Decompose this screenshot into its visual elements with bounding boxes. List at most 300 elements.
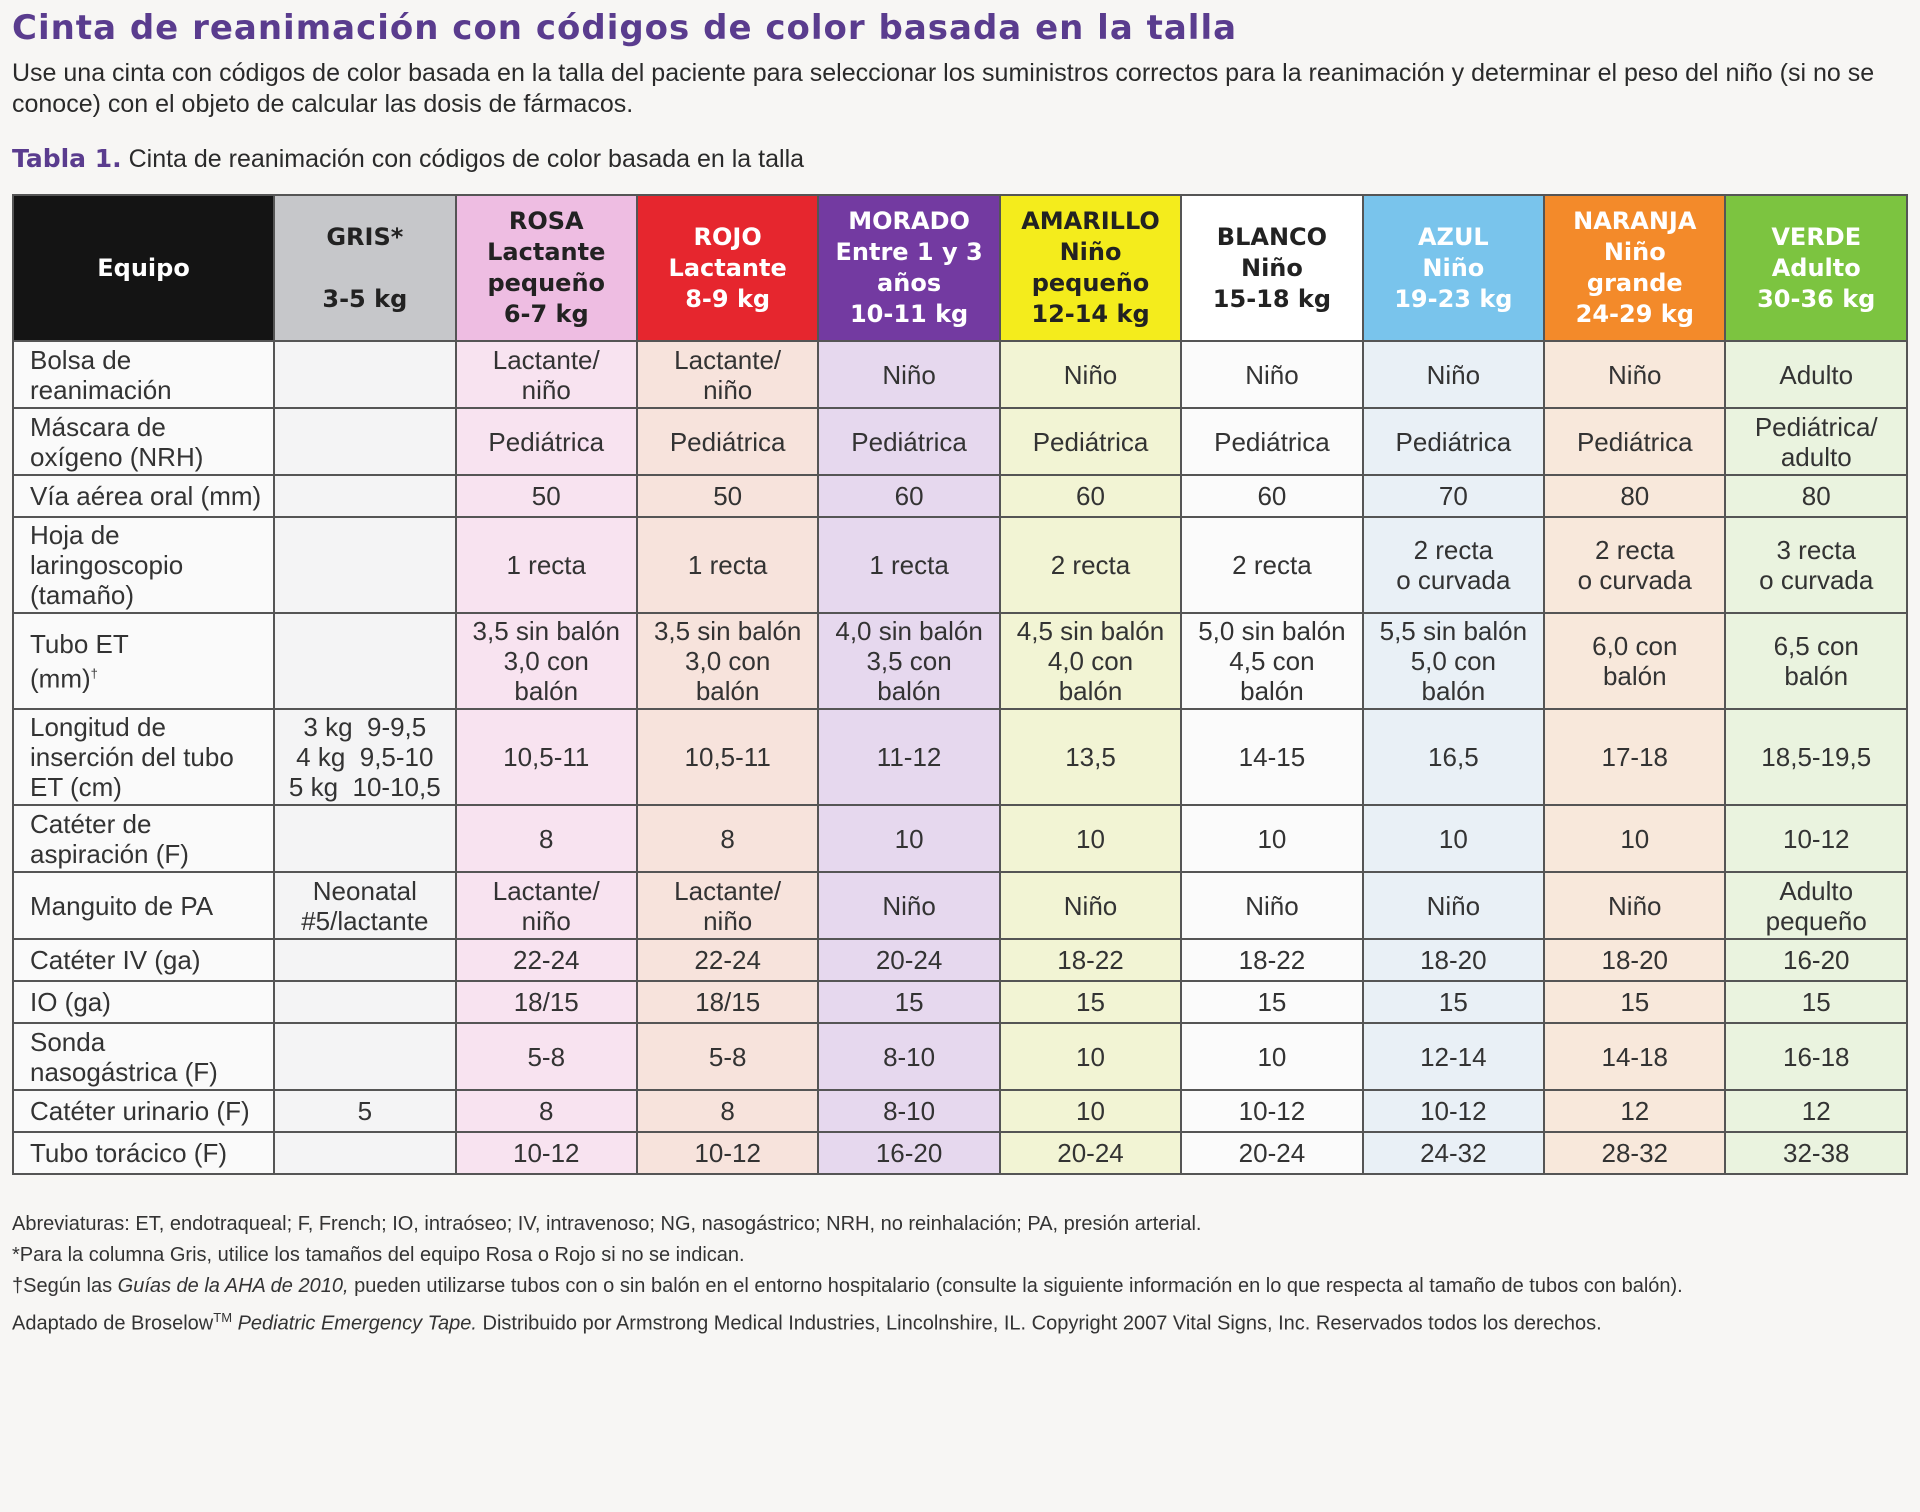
cell-line: 12-14 [1420, 1041, 1487, 1072]
cell-line: 10-12 [512, 1138, 580, 1168]
header-rojo-line: 8-9 kg [685, 284, 771, 313]
cell-line: Pediátrica [488, 426, 605, 457]
footnote-aha-italic: Guías de la AHA de 2010, [117, 1275, 349, 1297]
row-label-line [30, 629, 267, 659]
cell-blanco [1181, 1090, 1362, 1132]
cell-verde [1725, 1132, 1907, 1174]
cell-line: 2 recta [1050, 550, 1131, 580]
row-label [13, 1090, 274, 1132]
row-label-line [30, 520, 267, 550]
cell-morado [818, 981, 999, 1023]
cell-gris [274, 408, 455, 475]
header-gris-line [279, 253, 450, 284]
table-row [13, 981, 1907, 1023]
cell-line: 5,5 sin balón [1379, 616, 1528, 646]
row-label [13, 1023, 274, 1090]
cell-rojo [637, 613, 818, 709]
cell-line: 18-22 [1057, 945, 1124, 975]
cell-line: 3,0 con [503, 646, 589, 676]
cell-line: balón [1784, 661, 1849, 691]
cell-line: Lactante/ [674, 344, 782, 375]
cell-morado [818, 709, 999, 805]
header-blanco-line: Niño [1240, 253, 1303, 282]
cell-azul [1363, 1090, 1544, 1132]
cell-line: 1 recta [869, 550, 949, 580]
cell-line: 3 kg 9-9,5 [303, 712, 427, 742]
header-morado [818, 195, 999, 341]
cell-line: 4,5 sin balón [1016, 616, 1165, 646]
header-azul [1363, 195, 1544, 341]
row-label-line [30, 1057, 267, 1087]
cell-line: 3,0 con [685, 646, 771, 676]
cell-line: 15 [1801, 987, 1831, 1017]
row-label-line [30, 1027, 267, 1057]
cell-line: 1 recta [506, 550, 586, 580]
row-label-text: Tubo torácico (F) [30, 1138, 227, 1168]
row-label-line [30, 891, 267, 921]
row-label-line [30, 945, 267, 975]
footnote-abbreviations: Abreviaturas: ET, endotraqueal; F, French; IO, intraóseo; IV, intravenoso; NG, nasogástrico; NRH, no reinhalación; PA, presión arterial. [12, 1213, 1202, 1235]
cell-line: 18,5-19,5 [1761, 742, 1872, 772]
cell-line: 20-24 [875, 945, 943, 975]
table-row [13, 805, 1907, 872]
cell-rosa [456, 1090, 637, 1132]
cell-azul [1363, 709, 1544, 805]
cell-line: 4 kg 9,5-10 [296, 742, 434, 772]
cell-naranja [1544, 1090, 1725, 1132]
cell-azul [1363, 872, 1544, 939]
row-label-text: Tubo ET [30, 628, 129, 659]
cell-line: o curvada [1759, 565, 1874, 595]
footnote-gris: *Para la columna Gris, utilice los tamaños del equipo Rosa o Rojo si no se indican. [12, 1244, 745, 1266]
row-label-text: Hoja de [30, 520, 120, 550]
cell-rojo [637, 1132, 818, 1174]
cell-line: 10-12 [1420, 1096, 1487, 1126]
cell-rojo [637, 981, 818, 1023]
table-row [13, 939, 1907, 981]
cell-verde [1725, 805, 1907, 872]
header-blanco [1181, 195, 1362, 341]
cell-naranja [1544, 709, 1725, 805]
cell-line: 10 [1620, 823, 1650, 854]
row-label-text: (mm) [30, 663, 91, 694]
cell-line: Niño [1426, 359, 1481, 390]
row-label-line [30, 580, 267, 610]
cell-line: 10 [1076, 1096, 1105, 1126]
cell-line: 22-24 [512, 945, 580, 975]
row-label [13, 981, 274, 1023]
cell-blanco [1181, 1132, 1362, 1174]
header-gris-line: GRIS* [326, 222, 404, 251]
cell-verde [1725, 1090, 1907, 1132]
table-row [13, 872, 1907, 939]
row-label-dagger: † [90, 665, 98, 681]
row-label [13, 709, 274, 805]
cell-rosa [456, 341, 637, 408]
cell-line: 20-24 [1057, 1138, 1124, 1168]
cell-line: Niño [1245, 890, 1299, 921]
cell-line: 60 [1257, 481, 1287, 511]
cell-naranja [1544, 517, 1725, 613]
cell-blanco [1181, 341, 1362, 408]
cell-line: niño [703, 905, 753, 936]
cell-gris [274, 1132, 455, 1174]
row-label-line [30, 550, 267, 580]
cell-verde [1725, 709, 1907, 805]
cell-azul [1363, 1132, 1544, 1174]
header-gris [274, 195, 455, 341]
header-blanco-line: 15-18 kg [1212, 284, 1332, 313]
cell-rojo [637, 341, 818, 408]
cell-line: 8-10 [883, 1096, 936, 1126]
cell-line: 10 [1257, 1041, 1287, 1072]
cell-naranja [1544, 341, 1725, 408]
row-label-text: inserción del tubo [30, 742, 234, 772]
row-label-line [30, 412, 267, 442]
cell-line: 15 [1257, 987, 1287, 1017]
cell-line: Niño [1426, 890, 1481, 921]
cell-line: Pediátrica [1395, 426, 1512, 457]
cell-line: Lactante/ [674, 875, 782, 906]
header-verde-line: VERDE [1771, 222, 1862, 251]
cell-verde [1725, 613, 1907, 709]
footnote-aha-suffix: pueden utilizarse tubos con o sin balón en el entorno hospitalario (consulte la siguiente información en lo que respecta al tamaño de tubos con balón). [348, 1275, 1683, 1297]
cell-line: Pediátrica [1032, 426, 1149, 457]
cell-line: 10 [1257, 823, 1287, 854]
cell-rojo [637, 872, 818, 939]
cell-gris [274, 709, 455, 805]
cell-line: balón [514, 676, 579, 706]
cell-azul [1363, 475, 1544, 517]
cell-morado [818, 475, 999, 517]
cell-rojo [637, 408, 818, 475]
header-verde-line: 30-36 kg [1757, 284, 1876, 313]
header-rosa [456, 195, 637, 341]
footnote-source [12, 1302, 1908, 1340]
header-gris-line: 3-5 kg [322, 284, 408, 313]
row-label-line [30, 839, 267, 869]
header-amarillo [1000, 195, 1181, 341]
cell-rosa [456, 613, 637, 709]
header-verde [1725, 195, 1907, 341]
cell-blanco [1181, 709, 1362, 805]
cell-line: balón [877, 676, 941, 706]
cell-naranja [1544, 408, 1725, 475]
row-label-text: nasogástrica (F) [30, 1056, 218, 1087]
header-morado-line: años [877, 269, 942, 297]
cell-line: 5,0 sin balón [1198, 616, 1346, 646]
cell-line: 8 [720, 823, 735, 854]
cell-line: 14-15 [1238, 742, 1306, 772]
cell-line: Pediátrica [669, 426, 786, 457]
cell-line: 8-10 [883, 1041, 936, 1072]
row-label-text: Bolsa de [30, 344, 132, 375]
cell-morado [818, 341, 999, 408]
cell-line: 32-38 [1782, 1138, 1850, 1168]
header-naranja-line: 24-29 kg [1575, 300, 1694, 328]
header-rosa-line: Lactante [487, 238, 606, 266]
table-body [13, 341, 1907, 1174]
row-label-line [30, 1096, 267, 1126]
cell-line: 6,0 con [1592, 631, 1678, 661]
cell-line: 12 [1620, 1096, 1650, 1126]
cell-gris [274, 1023, 455, 1090]
row-label-line [30, 987, 267, 1017]
cell-gris [274, 341, 455, 408]
cell-line: niño [521, 374, 571, 405]
cell-verde [1725, 408, 1907, 475]
cell-rosa [456, 408, 637, 475]
cell-line: 18-20 [1420, 945, 1487, 975]
header-azul-line: Niño [1422, 253, 1485, 282]
cell-amarillo [1000, 1023, 1181, 1090]
cell-line: 5,0 con [1410, 646, 1496, 676]
row-label-line [30, 659, 267, 694]
cell-line: 4,0 con [1047, 646, 1134, 676]
cell-rojo [637, 517, 818, 613]
table-caption-label: Tabla 1. [12, 144, 122, 173]
table-row [13, 1023, 1907, 1090]
cell-line: 4,0 sin balón [835, 616, 983, 646]
cell-line: 10,5-11 [503, 742, 590, 772]
cell-rosa [456, 1023, 637, 1090]
row-label-line [30, 742, 267, 772]
row-label-text: ET (cm) [30, 772, 122, 802]
cell-blanco [1181, 475, 1362, 517]
footnote-source-italic: Pediatric Emergency Tape. [232, 1312, 477, 1335]
row-label [13, 341, 274, 408]
row-label-text: Sonda [30, 1026, 106, 1057]
cell-line: 16-20 [1782, 945, 1850, 975]
header-morado-line: MORADO [848, 207, 970, 235]
cell-line: 15 [1076, 987, 1105, 1017]
cell-line: balón [1058, 676, 1123, 706]
cell-line: Pediátrica [1576, 426, 1693, 457]
cell-line: 80 [1801, 481, 1831, 511]
footnote-aha [12, 1271, 1908, 1302]
header-morado-line: 10-11 kg [849, 300, 969, 328]
cell-rosa [456, 475, 637, 517]
cell-line: 14-18 [1601, 1041, 1669, 1072]
table-row [13, 709, 1907, 805]
cell-naranja [1544, 475, 1725, 517]
cell-naranja [1544, 939, 1725, 981]
cell-amarillo [1000, 613, 1181, 709]
cell-line: Adulto [1779, 359, 1854, 390]
cell-line: Niño [882, 890, 936, 921]
cell-azul [1363, 408, 1544, 475]
header-naranja-line: Niño [1603, 238, 1666, 266]
row-label-text: Catéter urinario (F) [30, 1096, 250, 1126]
cell-line: Pediátrica/ [1754, 411, 1878, 442]
cell-gris [274, 517, 455, 613]
page-title: Cinta de reanimación con códigos de color basada en la talla [12, 8, 1238, 48]
resuscitation-tape-table [12, 194, 1908, 1175]
cell-line: 10 [1438, 823, 1468, 854]
table-row [13, 1090, 1907, 1132]
row-label-line [30, 375, 267, 405]
cell-rosa [456, 709, 637, 805]
table-header-row [13, 195, 1907, 341]
cell-line: Niño [1063, 359, 1118, 390]
row-label [13, 805, 274, 872]
cell-line: 3 recta [1776, 535, 1856, 565]
cell-azul [1363, 981, 1544, 1023]
row-label-line [30, 809, 267, 839]
header-rojo-line: Lactante [668, 253, 787, 282]
cell-line: 5 [357, 1096, 373, 1126]
cell-verde [1725, 872, 1907, 939]
cell-line: 11-12 [876, 742, 942, 772]
row-label [13, 872, 274, 939]
cell-rosa [456, 805, 637, 872]
row-label [13, 517, 274, 613]
table-caption [12, 144, 1908, 174]
cell-line: 10-12 [1238, 1096, 1306, 1126]
cell-line: 5-8 [527, 1041, 566, 1072]
cell-amarillo [1000, 939, 1181, 981]
cell-line: 16-20 [875, 1138, 943, 1168]
cell-morado [818, 408, 999, 475]
cell-line: 17-18 [1601, 742, 1669, 772]
cell-line: #5/lactante [301, 905, 429, 936]
header-amarillo-line: pequeño [1031, 269, 1150, 297]
footnote-source-suffix: Distribuido por Armstrong Medical Industries, Lincolnshire, IL. Copyright 2007 Vital Signs, Inc. Reservados todos los derechos. [476, 1312, 1602, 1335]
cell-line: Pediátrica [1214, 426, 1330, 457]
cell-line: Lactante/ [492, 344, 600, 375]
cell-rosa [456, 872, 637, 939]
cell-rojo [637, 709, 818, 805]
cell-amarillo [1000, 517, 1181, 613]
table-row [13, 341, 1907, 408]
cell-blanco [1181, 408, 1362, 475]
cell-amarillo [1000, 1090, 1181, 1132]
cell-verde [1725, 1023, 1907, 1090]
cell-line: Niño [882, 359, 936, 390]
header-rojo-line: ROJO [693, 222, 762, 251]
cell-azul [1363, 341, 1544, 408]
cell-blanco [1181, 613, 1362, 709]
cell-line: 10,5-11 [684, 742, 771, 772]
table-row [13, 475, 1907, 517]
cell-azul [1363, 805, 1544, 872]
cell-verde [1725, 981, 1907, 1023]
cell-rosa [456, 517, 637, 613]
cell-line: Niño [1608, 359, 1662, 390]
cell-rojo [637, 805, 818, 872]
cell-morado [818, 939, 999, 981]
cell-line: o curvada [1396, 565, 1511, 595]
cell-gris [274, 981, 455, 1023]
cell-line: 3,5 sin balón [472, 616, 620, 646]
cell-line: 50 [713, 481, 743, 511]
cell-amarillo [1000, 1132, 1181, 1174]
cell-line: 10 [1076, 1041, 1105, 1072]
cell-line: 1 recta [687, 550, 768, 580]
cell-line: 60 [1076, 481, 1105, 511]
cell-azul [1363, 1023, 1544, 1090]
cell-amarillo [1000, 408, 1181, 475]
cell-line: Neonatal [312, 875, 417, 906]
cell-line: 18-22 [1238, 945, 1306, 975]
cell-line: 8 [539, 1096, 554, 1126]
cell-line: 8 [539, 823, 554, 854]
row-label [13, 939, 274, 981]
cell-line: o curvada [1577, 565, 1692, 595]
cell-line: 12 [1801, 1096, 1831, 1126]
cell-line: 60 [894, 481, 924, 511]
cell-gris [274, 939, 455, 981]
cell-rosa [456, 1132, 637, 1174]
cell-blanco [1181, 872, 1362, 939]
row-label [13, 1132, 274, 1174]
cell-naranja [1544, 872, 1725, 939]
row-label-line [30, 442, 267, 472]
table-row [13, 613, 1907, 709]
cell-line: Adulto [1779, 875, 1854, 906]
cell-amarillo [1000, 872, 1181, 939]
cell-gris [274, 475, 455, 517]
header-amarillo-line: Niño [1059, 238, 1122, 266]
cell-line: 18/15 [513, 987, 579, 1017]
cell-line: 16,5 [1428, 742, 1479, 772]
cell-morado [818, 1023, 999, 1090]
cell-morado [818, 872, 999, 939]
row-label-text: IO (ga) [30, 987, 111, 1017]
cell-line: 28-32 [1601, 1138, 1669, 1168]
cell-line: balón [1240, 676, 1304, 706]
cell-gris [274, 1090, 455, 1132]
row-label-text: laringoscopio [30, 550, 184, 580]
header-amarillo-line: 12-14 kg [1031, 300, 1150, 328]
cell-rojo [637, 939, 818, 981]
row-label [13, 408, 274, 475]
cell-rojo [637, 1090, 818, 1132]
cell-naranja [1544, 981, 1725, 1023]
cell-rojo [637, 1023, 818, 1090]
table-caption-text: Cinta de reanimación con códigos de color basada en la talla [128, 145, 805, 173]
row-label-line [30, 345, 267, 375]
table-row [13, 408, 1907, 475]
cell-line: 10 [1076, 823, 1105, 854]
header-rojo [637, 195, 818, 341]
footnote-source-prefix: Adaptado de Broselow [12, 1312, 214, 1335]
header-amarillo-line: AMARILLO [1021, 207, 1160, 235]
header-equipo-line: Equipo [97, 253, 190, 282]
cell-amarillo [1000, 805, 1181, 872]
cell-azul [1363, 517, 1544, 613]
header-azul-line: 19-23 kg [1394, 284, 1513, 313]
cell-morado [818, 1132, 999, 1174]
row-label-text: reanimación [30, 374, 172, 405]
cell-line: 18/15 [695, 987, 761, 1017]
cell-rojo [637, 475, 818, 517]
cell-amarillo [1000, 709, 1181, 805]
cell-line: 10 [894, 823, 924, 854]
cell-blanco [1181, 939, 1362, 981]
cell-line: balón [1421, 676, 1486, 706]
cell-line: 8 [720, 1096, 735, 1126]
header-azul-line: AZUL [1417, 222, 1489, 251]
cell-line: Niño [1608, 890, 1662, 921]
cell-amarillo [1000, 341, 1181, 408]
cell-naranja [1544, 805, 1725, 872]
cell-line: 15 [1620, 987, 1650, 1017]
cell-naranja [1544, 1132, 1725, 1174]
cell-line: pequeño [1765, 905, 1867, 936]
cell-line: balón [1602, 661, 1667, 691]
row-label-text: (tamaño) [30, 580, 135, 610]
